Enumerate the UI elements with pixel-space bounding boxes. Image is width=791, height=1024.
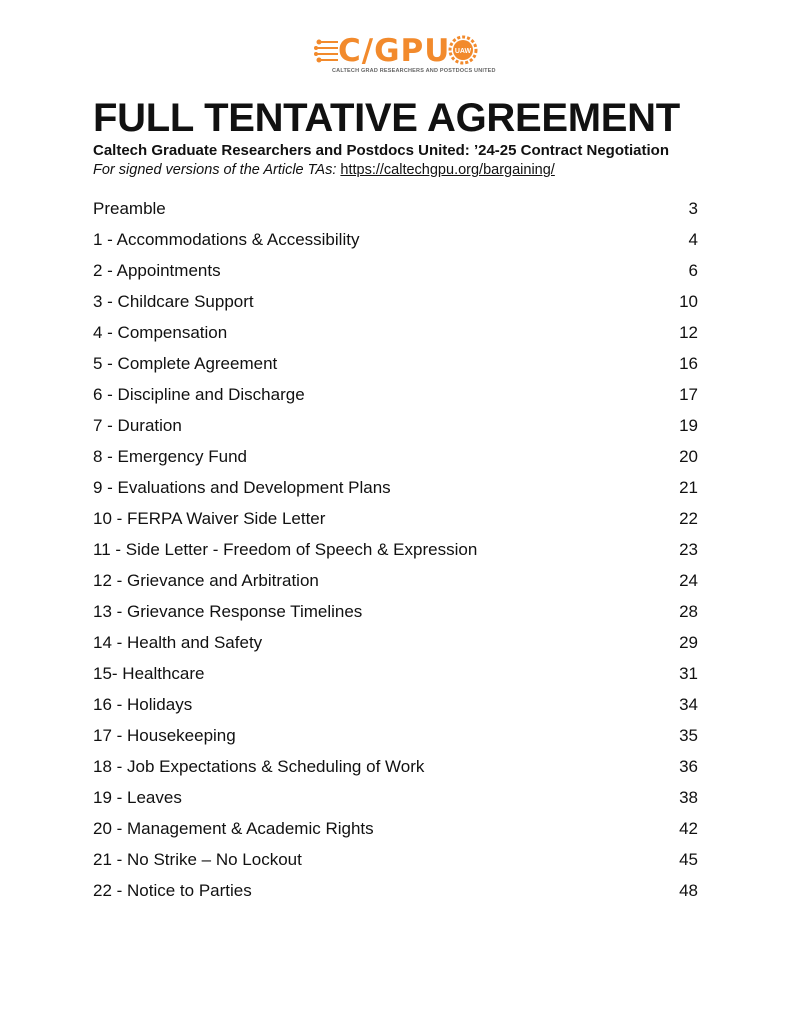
toc-entry[interactable] [93,751,698,782]
toc-entry-page: 22 [679,509,698,528]
toc-entry-label: 11 - Side Letter - Freedom of Speech & Expression [93,540,478,559]
toc-entry-page: 4 [688,230,698,249]
toc-entry-page: 6 [688,261,698,280]
toc-entry[interactable] [93,317,698,348]
toc-entry-page: 35 [679,726,698,745]
toc-entry[interactable] [93,565,698,596]
toc-entry-label: 13 - Grievance Response Timelines [93,602,363,621]
toc-entry[interactable] [93,503,698,534]
page-title: FULL TENTATIVE AGREEMENT [93,96,680,140]
logo-wordmark: C/GPU [338,33,451,69]
toc-entry[interactable] [93,534,698,565]
toc-entry-label: 8 - Emergency Fund [93,447,248,466]
cgpu-logo [314,33,496,80]
toc-entry-page: 16 [679,354,698,373]
toc-entry-label: 19 - Leaves [93,788,182,807]
circuit-lines-icon [314,37,340,65]
toc-entry[interactable] [93,596,698,627]
table-of-contents [93,193,698,906]
toc-entry-label: 1 - Accommodations & Accessibility [93,230,360,249]
toc-entry[interactable] [93,689,698,720]
toc-entry-label: 15- Healthcare [93,664,205,683]
toc-entry-page: 3 [688,199,698,218]
gear-badge-icon [448,35,478,65]
toc-entry-label: 4 - Compensation [93,323,228,342]
toc-entry[interactable] [93,379,698,410]
toc-entry-label: 20 - Management & Academic Rights [93,819,374,838]
toc-entry-label: 5 - Complete Agreement [93,354,278,373]
toc-entry[interactable] [93,348,698,379]
toc-entry-label: 14 - Health and Safety [93,633,263,652]
toc-entry-page: 36 [679,757,698,776]
toc-entry[interactable] [93,472,698,503]
toc-entry-label: Preamble [93,199,166,218]
toc-entry-page: 42 [679,819,698,838]
toc-entry[interactable] [93,844,698,875]
toc-entry[interactable] [93,410,698,441]
logo-tagline: CALTECH GRAD RESEARCHERS AND POSTDOCS UNITED [332,68,496,74]
toc-entry-page: 23 [679,540,698,559]
toc-entry[interactable] [93,193,698,224]
page-subtitle: Caltech Graduate Researchers and Postdocs United: ’24-25 Contract Negotiation [93,142,669,159]
toc-entry-label: 12 - Grievance and Arbitration [93,571,319,590]
logo-badge-text: UAW [454,48,472,55]
signed-versions-note [93,161,555,179]
note-lead-text: For signed versions of the Article TAs: [93,162,337,178]
toc-entry-label: 3 - Childcare Support [93,292,254,311]
toc-entry-label: 18 - Job Expectations & Scheduling of Work [93,757,425,776]
toc-entry-label: 9 - Evaluations and Development Plans [93,478,391,497]
toc-entry-page: 38 [679,788,698,807]
toc-entry-page: 10 [679,292,698,311]
toc-entry[interactable] [93,224,698,255]
toc-entry[interactable] [93,813,698,844]
toc-entry-page: 20 [679,447,698,466]
toc-entry-page: 31 [679,664,698,683]
toc-entry-page: 24 [679,571,698,590]
toc-entry-page: 48 [679,881,698,900]
toc-entry-label: 2 - Appointments [93,261,221,280]
toc-entry-label: 21 - No Strike – No Lockout [93,850,302,869]
toc-entry-page: 29 [679,633,698,652]
toc-entry-page: 34 [679,695,698,714]
bargaining-link[interactable]: https://caltechgpu.org/bargaining/ [340,162,555,178]
toc-entry-page: 21 [679,478,698,497]
toc-entry-page: 12 [679,323,698,342]
toc-entry-page: 17 [679,385,698,404]
toc-entry[interactable] [93,627,698,658]
toc-entry-label: 7 - Duration [93,416,182,435]
toc-entry[interactable] [93,441,698,472]
toc-entry[interactable] [93,658,698,689]
toc-entry-label: 17 - Housekeeping [93,726,236,745]
toc-entry[interactable] [93,782,698,813]
toc-entry-page: 28 [679,602,698,621]
toc-entry-label: 16 - Holidays [93,695,193,714]
toc-entry[interactable] [93,255,698,286]
toc-entry[interactable] [93,720,698,751]
toc-entry-label: 10 - FERPA Waiver Side Letter [93,509,326,528]
toc-entry-label: 22 - Notice to Parties [93,881,252,900]
toc-entry[interactable] [93,286,698,317]
toc-entry[interactable] [93,875,698,906]
toc-entry-page: 19 [679,416,698,435]
toc-entry-page: 45 [679,850,698,869]
toc-entry-label: 6 - Discipline and Discharge [93,385,305,404]
